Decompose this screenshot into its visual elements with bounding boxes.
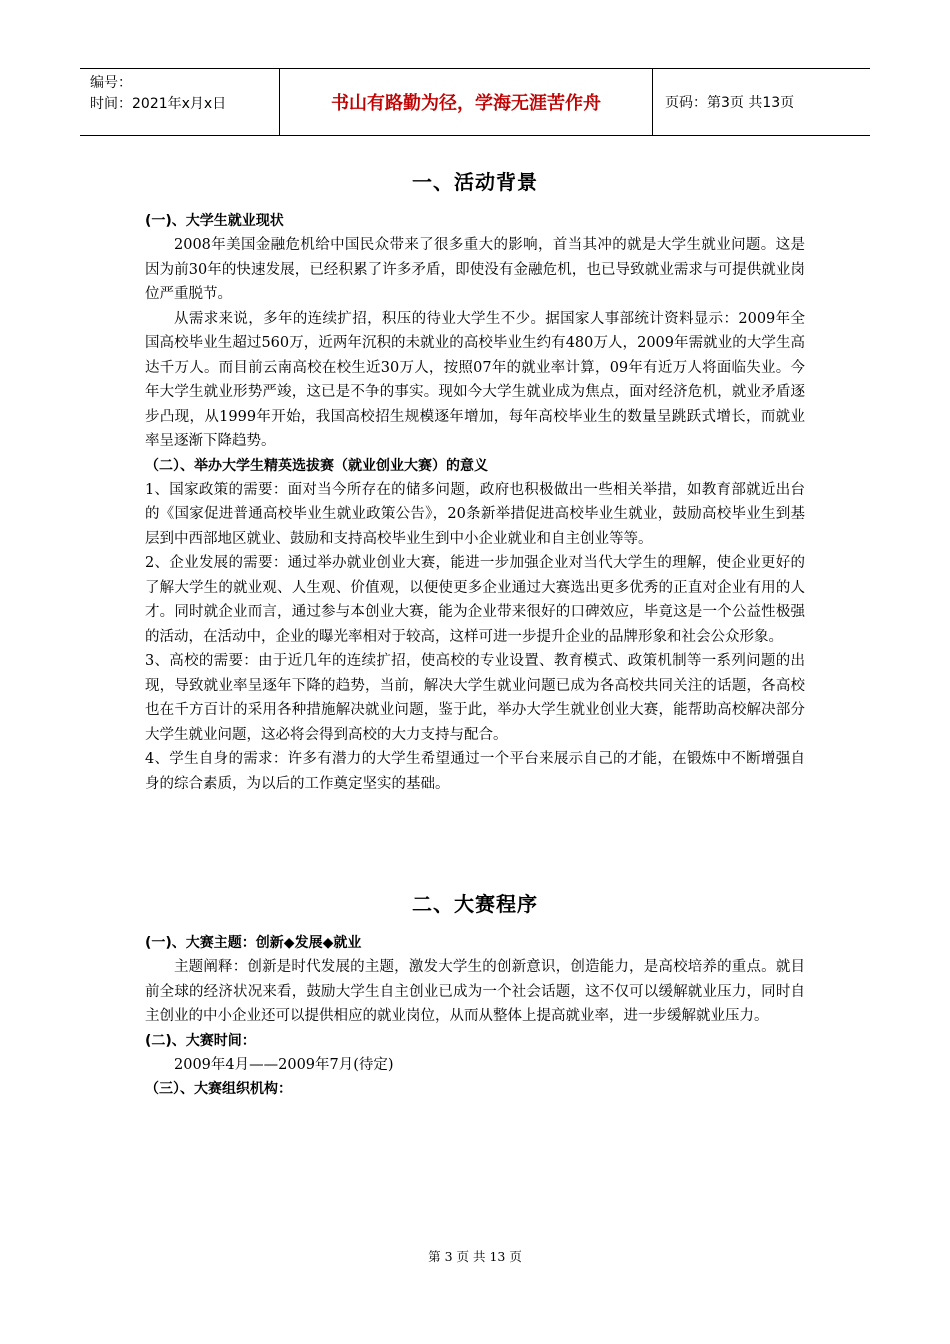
section2-sub1: (一)、大赛主题：创新◆发展◆就业 xyxy=(145,935,362,951)
section2-sub3: （三）、大赛组织机构： xyxy=(145,1081,292,1097)
section2-p2: 2009年4月——2009年7月(待定) xyxy=(174,1056,394,1073)
section-gap xyxy=(145,796,805,888)
section1-item4: 4、学生自身的需求：许多有潜力的大学生希望通过一个平台来展示自己的才能，在锻炼中不断增强自身的综合素质，为以后的工作奠定坚实的基础。 xyxy=(145,751,805,792)
section2-sub2: (二)、大赛时间： xyxy=(145,1032,256,1049)
section1-item2: 2、企业发展的需要：通过举办就业创业大赛，能进一步加强企业对当代大学生的理解，使企业更好的了解大学生的就业观、人生观、价值观，以便使更多企业通过大赛选出更多优秀的正直对企业有用的人才。同时就企业而言，通过参与本创业大赛，能为企业带来很好的口碑效应，毕竟这是一个公益性极强的活动，在活动中，企业的曝光率相对于较高，这样可进一步提升企业的品牌形象和社会公众形象。 xyxy=(145,555,805,645)
section1-sub2: （二）、举办大学生精英选拔赛（就业创业大赛）的意义 xyxy=(145,457,488,474)
header-meta xyxy=(80,69,280,135)
page-footer: 第 3 页 共 13 页 xyxy=(428,1249,522,1264)
section1-p1: 2008年美国金融危机给中国民众带来了很多重大的影响，首当其冲的就是大学生就业问题。这是因为前30年的快速发展，已经积累了许多矛盾，即使没有金融危机，也已导致就业需求与可提供就业岗位严重脱节。 xyxy=(145,237,805,302)
section1-sub1: (一)、大学生就业现状 xyxy=(145,213,284,229)
header-motto: 书山有路勤为径，学海无涯苦作舟 xyxy=(280,69,653,135)
section1-item3: 3、高校的需要：由于近几年的连续扩招，使高校的专业设置、教育模式、政策机制等一系列问题的出现，导致就业率呈逐年下降的趋势，当前，解决大学生就业问题已成为各高校共同关注的话题，各高校也在千方百计的采用各种措施解决就业问题，鉴于此，举办大学生就业创业大赛，能帮助高校解决部分大学生就业问题，这必将会得到高校的大力支持与配合。 xyxy=(145,653,805,743)
time-label: 时间：2021年x月x日 xyxy=(90,96,227,112)
section1-item1: 1、国家政策的需要：面对当今所存在的储多问题，政府也积极做出一些相关举措，如教育部就近出台的《国家促进普通高校毕业生就业政策公告》，20条新举措促进高校毕业生就业，鼓励高校毕业生到基层到中西部地区就业、鼓励和支持高校毕业生到中小企业就业和自主创业等等。 xyxy=(145,481,805,547)
header-table xyxy=(80,68,870,136)
section1-p2: 从需求来说，多年的连续扩招，积压的待业大学生不少。据国家人事部统计资料显示：2009年全国高校毕业生超过560万，近两年沉积的未就业的高校毕业生约有480万人，2009年需就业的大学生高达千万人。而目前云南高校在校生近30万人，按照07年的就业率计算，09年有近万人将面临失业。今年大学生就业形势严竣，这已是不争的事实。现如今大学生就业成为焦点，面对经济危机，就业矛盾逐步凸现，从1999年开始，我国高校招生规模逐年增加，每年高校毕业生的数量呈跳跃式增长，而就业率呈逐渐下降趋势。 xyxy=(145,310,805,449)
section1-title: 一、活动背景 xyxy=(412,170,538,194)
number-label: 编号： xyxy=(90,75,132,91)
header-page-label: 页码：第3页 共13页 xyxy=(665,95,795,111)
document-body xyxy=(145,166,805,1101)
section2-p1: 主题阐释：创新是时代发展的主题，激发大学生的创新意识，创造能力，是高校培养的重点。就目前全球的经济状况来看，鼓励大学生自主创业已成为一个社会话题，这不仅可以缓解就业压力，同时自主创业的中小企业还可以提供相应的就业岗位，从而从整体上提高就业率，进一步缓解就业压力。 xyxy=(145,959,805,1024)
section2-title: 二、大赛程序 xyxy=(412,892,538,916)
